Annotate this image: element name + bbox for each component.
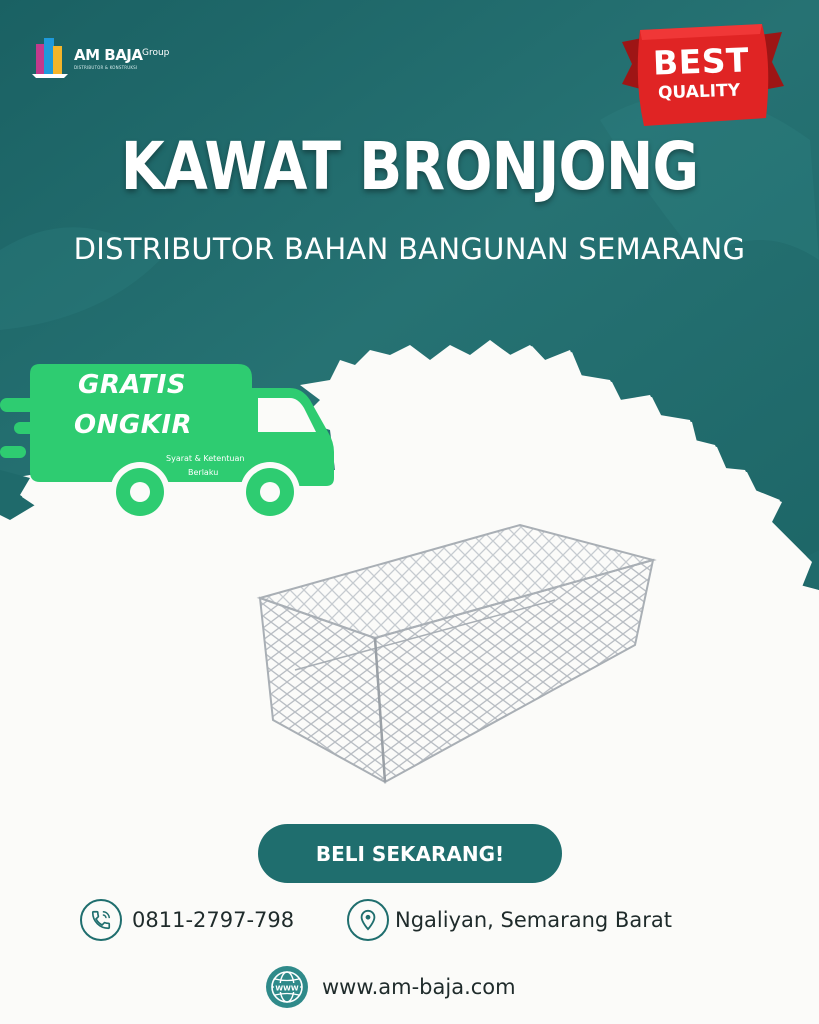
badge-best-text: BEST: [652, 40, 750, 83]
address-contact[interactable]: [347, 899, 672, 941]
logo-group-label: Group: [142, 48, 170, 58]
promo-gratis-text: GRATIS: [78, 370, 187, 400]
gabion-basket-image: [255, 520, 660, 785]
page-title: KAWAT BRONJONG: [120, 128, 699, 205]
page-subtitle: DISTRIBUTOR BAHAN BANGUNAN SEMARANG: [73, 232, 746, 266]
address-text: Ngaliyan, Semarang Barat: [395, 908, 672, 932]
phone-number: 0811-2797-798: [132, 908, 295, 932]
brand-logo[interactable]: [30, 32, 190, 82]
website-url[interactable]: www.am-baja.com: [322, 975, 516, 999]
promo-ongkir-text: ONGKIR: [74, 410, 193, 440]
location-pin-icon: [347, 899, 389, 941]
free-shipping-truck: [0, 352, 335, 524]
buy-now-button[interactable]: BELI SEKARANG!: [258, 824, 562, 883]
logo-wordmark: AM BAJA: [74, 46, 143, 64]
globe-www-label: WWW: [275, 984, 299, 993]
logo-tagline: DISTRIBUTOR & KONSTRUKSI: [74, 65, 138, 70]
badge-quality-text: QUALITY: [657, 80, 741, 104]
best-quality-badge: [612, 22, 792, 132]
website-contact[interactable]: [266, 966, 516, 1008]
phone-contact[interactable]: [80, 899, 294, 941]
promo-terms-line2: Berlaku: [188, 468, 219, 477]
building-logo-icon: [30, 36, 70, 78]
phone-icon: [80, 899, 122, 941]
promo-terms-line1: Syarat & Ketentuan: [166, 454, 245, 463]
globe-icon: [266, 966, 308, 1008]
